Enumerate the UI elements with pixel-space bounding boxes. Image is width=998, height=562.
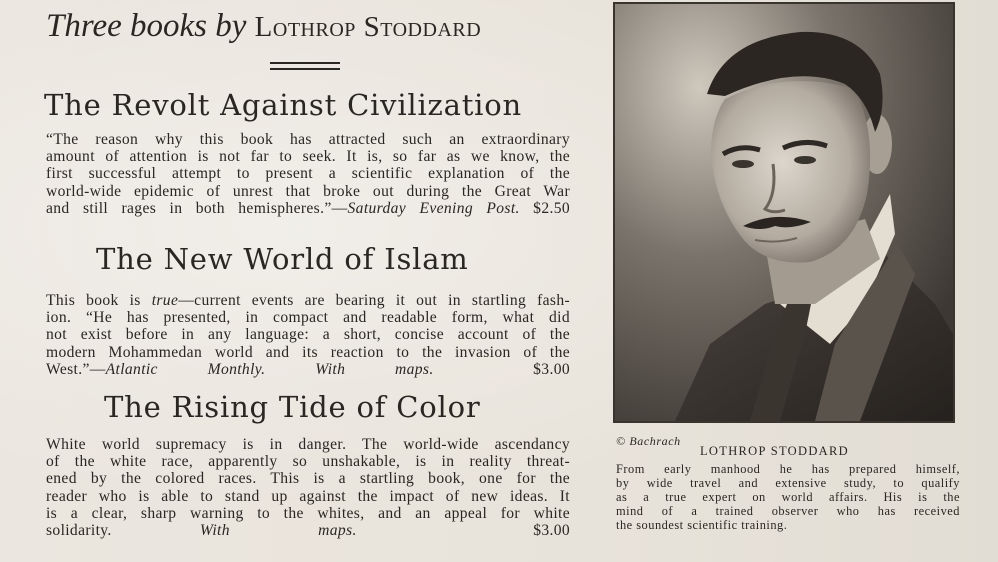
blurb-first-line <box>46 292 570 309</box>
header-intro: Three books by <box>46 8 247 44</box>
header-rule-bottom <box>270 68 340 70</box>
blurb-text: This book is <box>46 292 141 309</box>
blurb-last-line <box>46 522 570 539</box>
book-blurb-islam <box>46 292 570 378</box>
caption-line: From early manhood he has prepared himself, <box>616 462 960 476</box>
caption-line: the soundest scientific training. <box>616 518 788 532</box>
blurb-line: amount of attention is not far to seek. It is, so far as we know, the <box>46 148 570 166</box>
page-header <box>46 8 576 45</box>
blurb-line: is a clear, sharp warning to the whites, and an appeal for white <box>46 504 570 522</box>
book-price: $3.00 <box>533 360 570 378</box>
header-rule-top <box>270 62 340 64</box>
photo-credit: © Bachrach <box>616 434 681 448</box>
portrait-name: LOTHROP STODDARD <box>700 444 849 458</box>
blurb-last-line <box>46 200 570 217</box>
blurb-line: “The reason why this book has attracted such an extraordinary <box>46 131 570 148</box>
blurb-text: —current events are bearing it out in startling fash- <box>178 292 571 309</box>
blurb-line: first successful attempt to present a scientific explanation of the <box>46 165 570 183</box>
book-blurb-rising-tide <box>46 436 570 539</box>
blurb-last-line <box>46 361 570 378</box>
book-blurb-revolt <box>46 131 570 217</box>
blurb-line: ened by the colored races. This is a startling book, one for the <box>46 470 570 488</box>
blurb-line: not exist before in any language: a short, concise account of the <box>46 326 570 344</box>
book-title-islam: The New World of Islam <box>96 242 469 276</box>
blurb-line: White world supremacy is in danger. The world-wide ascendancy <box>46 436 570 453</box>
maps-note: With maps. <box>199 522 357 540</box>
caption-line: as a true expert on world affairs. His is the <box>616 490 960 504</box>
portrait-photo <box>615 4 953 421</box>
blurb-source: Saturday Evening Post. <box>347 199 520 217</box>
caption-line: by wide travel and extensive study, to qualify <box>616 476 960 490</box>
blurb-emphasis: true <box>151 292 179 309</box>
blurb-line: ion. “He has presented, in compact and readable form, what did <box>46 309 570 327</box>
blurb-text: West.”— <box>46 360 106 378</box>
book-price: $2.50 <box>533 199 571 217</box>
header-author: Lothrop Stoddard <box>254 11 482 43</box>
blurb-text: and still rages in both hemispheres.”— <box>46 199 348 217</box>
portrait-caption <box>616 462 960 532</box>
book-price: $3.00 <box>533 522 571 540</box>
caption-line: mind of a trained observer who has received <box>616 504 960 518</box>
maps-note: With maps. <box>315 360 434 378</box>
blurb-line: reader who is able to stand up against the impact of new ideas. It <box>46 487 570 505</box>
blurb-text: solidarity. <box>46 522 112 540</box>
book-title-revolt: The Revolt Against Civilization <box>44 88 522 122</box>
blurb-line: modern Mohammedan world and its reaction to the invasion of the <box>46 343 570 361</box>
book-title-rising-tide: The Rising Tide of Color <box>104 390 481 424</box>
blurb-line: world-wide epidemic of unrest that broke out during the Great War <box>46 182 570 200</box>
blurb-line: of the white race, apparently so unshakable, is in reality threat- <box>46 453 570 471</box>
blurb-source: Atlantic Monthly. <box>105 360 266 378</box>
author-portrait <box>613 2 955 423</box>
